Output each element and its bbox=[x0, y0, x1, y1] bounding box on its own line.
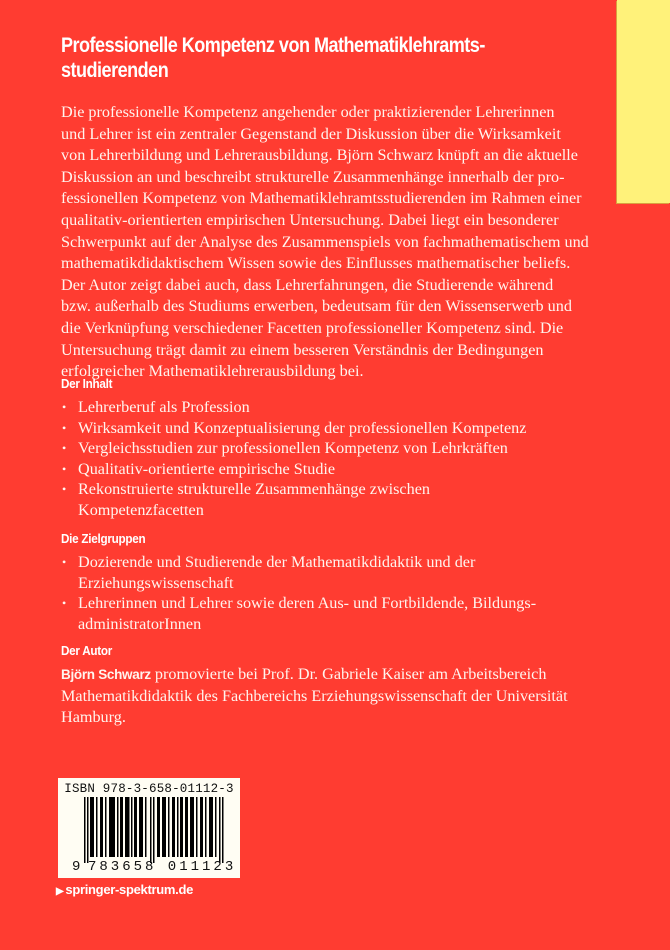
author-bio-line: Mathematikdidaktik des Fachbereichs Erziehungswissenschaft der Universität bbox=[61, 686, 568, 705]
bullet-icon: • bbox=[62, 596, 67, 610]
bullet-icon: • bbox=[62, 482, 67, 496]
book-title bbox=[61, 33, 525, 83]
author-name: Björn Schwarz bbox=[61, 667, 151, 682]
list-item: • Rekonstruierte strukturelle Zusammenhänge zwischen Kompetenzfacetten bbox=[62, 480, 430, 519]
list-item: • Wirksamkeit und Konzeptualisierung der professionellen Kompetenz bbox=[62, 418, 527, 437]
bullet-icon: • bbox=[62, 555, 67, 569]
ean-first-digit: 9 bbox=[72, 859, 81, 875]
list-item: • Lehrerberuf als Profession bbox=[62, 398, 250, 416]
audience-list bbox=[61, 552, 621, 634]
description-line: und Lehrer ist ein zentraler Gegenstand der Diskussion über die Wirksamkeit bbox=[61, 124, 561, 143]
ean-digits: 783658 011123 bbox=[88, 859, 237, 875]
bullet-icon: • bbox=[62, 400, 67, 414]
list-item: • Lehrerinnen und Lehrer sowie deren Aus- und Fortbildende, Bildungs- administratorInnen bbox=[62, 594, 537, 633]
bullet-icon: • bbox=[62, 441, 67, 455]
description-line: mathematikdidaktischem Wissen sowie des Einflusses mathematischer beliefs. bbox=[61, 254, 571, 273]
isbn-barcode bbox=[58, 778, 240, 878]
description-line: Untersuchung trägt damit zu einem besseren Verständnis der Bedingungen bbox=[61, 340, 544, 359]
barcode-icon bbox=[84, 797, 224, 863]
description-line: Der Autor zeigt dabei auch, dass Lehrerfahrungen, die Studierende während bbox=[61, 275, 554, 294]
description-line: Schwerpunkt auf der Analyse des Zusammenspiels von fachmathematischem und bbox=[61, 232, 589, 251]
list-item: • Vergleichsstudien zur professionellen Kompetenz von Lehrkräften bbox=[62, 439, 508, 457]
author-bio-line: promovierte bei Prof. Dr. Gabriele Kaiser am Arbeitsbereich bbox=[150, 665, 547, 683]
description-line: Die professionelle Kompetenz angehender oder praktizierender Lehrerinnen bbox=[61, 103, 555, 121]
description-line: Diskussion an und beschreibt strukturelle Zusammenhänge innerhalb der pro- bbox=[61, 167, 565, 186]
isbn-label: ISBN 978-3-658-01112-3 bbox=[64, 782, 234, 796]
accent-color-tab bbox=[617, 0, 670, 203]
list-item: • Qualitativ-orientierte empirische Studie bbox=[62, 459, 336, 478]
description-line: fessionellen Kompetenz von Mathematiklehramtsstudierenden im Rahmen einer bbox=[61, 189, 582, 208]
publisher-link-text[interactable]: springer-spektrum.de bbox=[65, 882, 194, 897]
author-heading: Der Autor bbox=[61, 643, 113, 658]
audience-heading: Die Zielgruppen bbox=[61, 531, 146, 546]
publisher-link[interactable] bbox=[56, 882, 193, 897]
list-item: • Dozierende und Studierende der Mathematikdidaktik und der Erziehungswissenschaft bbox=[62, 553, 476, 592]
description-line: die Verknüpfung verschiedener Facetten professioneller Kompetenz sind. Die bbox=[61, 318, 564, 337]
title-line-2: studierenden bbox=[61, 59, 169, 82]
description-line: erfolgreicher Mathematiklehrerausbildung bei. bbox=[61, 362, 364, 381]
contents-heading: Der Inhalt bbox=[61, 376, 113, 391]
author-bio-line: Hamburg. bbox=[61, 708, 126, 726]
description-line: von Lehrerbildung und Lehrerausbildung. Björn Schwarz knüpft an die aktuelle bbox=[61, 146, 578, 165]
description-line: bzw. außerhalb des Studiums erwerben, bedeutsam für den Wissenserwerb und bbox=[61, 297, 572, 316]
play-arrow-icon: ▶ bbox=[56, 886, 64, 897]
description-paragraph bbox=[61, 102, 621, 383]
description-line: qualitativ-orientierten empirischen Untersuchung. Dabei liegt ein besonderer bbox=[61, 210, 559, 229]
title-line-1: Professionelle Kompetenz von Mathematiklehramts- bbox=[61, 34, 485, 57]
contents-list bbox=[61, 397, 621, 520]
author-bio bbox=[61, 664, 621, 729]
bullet-icon: • bbox=[62, 420, 67, 435]
bullet-icon: • bbox=[62, 461, 67, 476]
